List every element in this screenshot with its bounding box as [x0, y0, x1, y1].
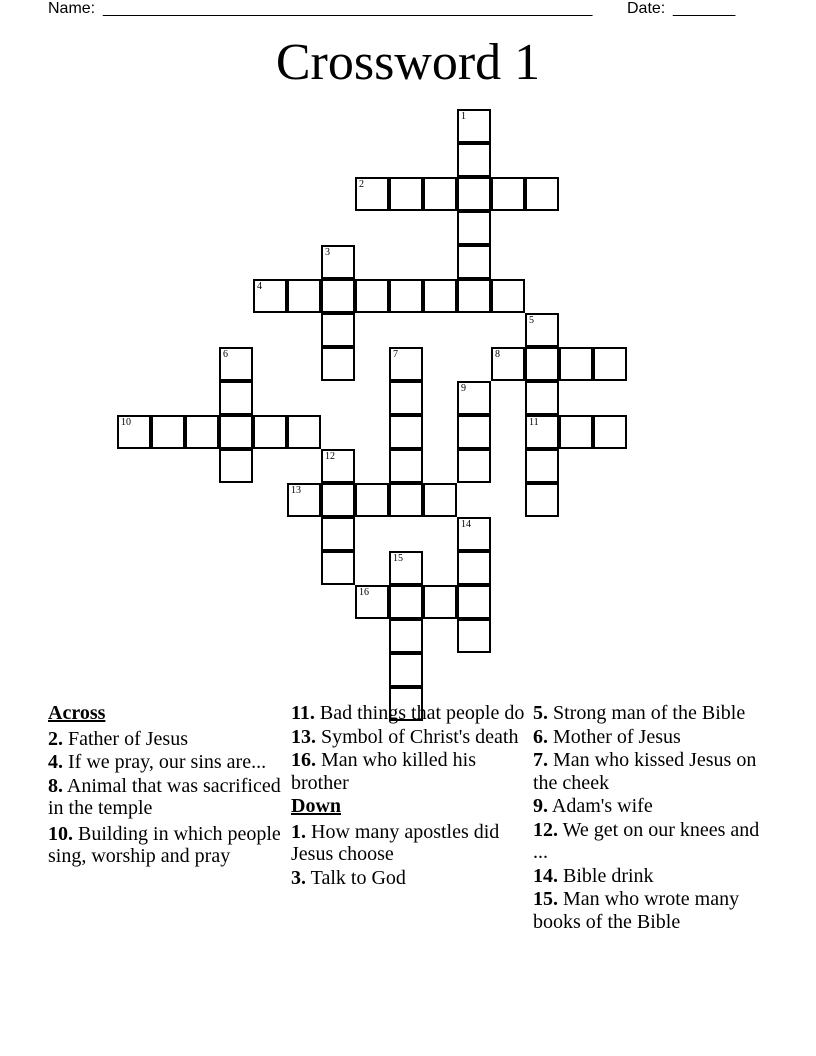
- clue-across-4: 4. If we pray, our sins are...: [48, 751, 267, 773]
- crossword-cell[interactable]: [423, 177, 457, 211]
- crossword-cell[interactable]: [457, 279, 491, 313]
- crossword-cell[interactable]: [219, 347, 253, 381]
- crossword-cell[interactable]: [253, 279, 287, 313]
- cell-number: 5: [529, 315, 534, 326]
- crossword-cell[interactable]: [253, 415, 287, 449]
- crossword-cell[interactable]: [593, 347, 627, 381]
- crossword-cell[interactable]: [457, 381, 491, 415]
- crossword-cell[interactable]: [355, 279, 389, 313]
- clue-across-13: 13. Symbol of Christ's death: [291, 725, 519, 748]
- crossword-cell[interactable]: [457, 415, 491, 449]
- clue-down-9: 9. Adam's wife: [533, 795, 653, 817]
- crossword-cell[interactable]: [457, 177, 491, 211]
- crossword-cell[interactable]: [287, 415, 321, 449]
- cell-number: 7: [393, 349, 398, 360]
- crossword-cell[interactable]: [117, 415, 151, 449]
- clue-across-11: 11. Bad things that people do: [291, 702, 525, 724]
- cell-number: 14: [461, 519, 471, 530]
- crossword-cell[interactable]: [321, 313, 355, 347]
- crossword-cell[interactable]: [559, 347, 593, 381]
- crossword-cell[interactable]: [457, 449, 491, 483]
- crossword-cell[interactable]: [389, 415, 423, 449]
- crossword-cell[interactable]: [525, 449, 559, 483]
- crossword-cell[interactable]: [525, 415, 559, 449]
- clue-down-1: 1. How many apostles did Jesus choose: [291, 820, 500, 865]
- clue-down-14: 14. Bible drink: [533, 864, 654, 887]
- crossword-cell[interactable]: [389, 279, 423, 313]
- cell-number: 3: [325, 247, 330, 258]
- crossword-cell[interactable]: [389, 381, 423, 415]
- down-heading: Down: [291, 795, 342, 817]
- crossword-cell[interactable]: [219, 415, 253, 449]
- crossword-cell[interactable]: [491, 177, 525, 211]
- crossword-cell[interactable]: [389, 585, 423, 619]
- crossword-cell[interactable]: [321, 245, 355, 279]
- crossword-cell[interactable]: [389, 449, 423, 483]
- cell-number: 11: [529, 417, 539, 428]
- clues-column-2: [291, 702, 526, 890]
- cell-number: 15: [393, 553, 403, 564]
- clue-down-7: 7. Man who kissed Jesus on the cheek: [533, 749, 757, 794]
- crossword-cell[interactable]: [525, 381, 559, 415]
- crossword-cell[interactable]: [389, 551, 423, 585]
- crossword-cell[interactable]: [423, 585, 457, 619]
- crossword-cell[interactable]: [457, 585, 491, 619]
- clue-across-2: 2. Father of Jesus: [48, 727, 188, 750]
- crossword-cell[interactable]: [457, 245, 491, 279]
- cell-number: 1: [461, 111, 466, 122]
- name-field[interactable]: _______________________________________________________: [103, 0, 593, 17]
- crossword-cell[interactable]: [185, 415, 219, 449]
- crossword-cell[interactable]: [321, 551, 355, 585]
- cell-number: 10: [121, 417, 131, 428]
- crossword-cell[interactable]: [491, 347, 525, 381]
- crossword-cell[interactable]: [593, 415, 627, 449]
- crossword-cell[interactable]: [355, 177, 389, 211]
- cell-number: 2: [359, 179, 364, 190]
- crossword-cell[interactable]: [389, 177, 423, 211]
- page-title: Crossword 1: [275, 34, 541, 91]
- crossword-cell[interactable]: [457, 143, 491, 177]
- crossword-cell[interactable]: [219, 449, 253, 483]
- crossword-cell[interactable]: [321, 517, 355, 551]
- crossword-cell[interactable]: [355, 585, 389, 619]
- cell-number: 13: [291, 485, 301, 496]
- clue-down-5: 5. Strong man of the Bible: [533, 702, 746, 724]
- crossword-cell[interactable]: [457, 551, 491, 585]
- cell-number: 9: [461, 383, 466, 394]
- crossword-cell[interactable]: [423, 483, 457, 517]
- crossword-cell[interactable]: [457, 109, 491, 143]
- crossword-cell[interactable]: [525, 483, 559, 517]
- clue-across-8: 8. Animal that was sacrificed in the temple: [48, 774, 281, 819]
- cell-number: 16: [359, 587, 369, 598]
- crossword-cell[interactable]: [457, 619, 491, 653]
- crossword-cell[interactable]: [423, 279, 457, 313]
- crossword-cell[interactable]: [389, 347, 423, 381]
- crossword-cell[interactable]: [389, 619, 423, 653]
- crossword-cell[interactable]: [525, 347, 559, 381]
- date-label: Date:: [627, 0, 666, 17]
- crossword-cell[interactable]: [321, 483, 355, 517]
- name-label: Name:: [48, 0, 96, 17]
- crossword-cell[interactable]: [457, 517, 491, 551]
- crossword-cell[interactable]: [491, 279, 525, 313]
- crossword-cell[interactable]: [525, 313, 559, 347]
- clue-across-16: 16. Man who killed his brother: [291, 749, 476, 794]
- crossword-cell[interactable]: [151, 415, 185, 449]
- clue-down-12: 12. We get on our knees and ...: [533, 818, 760, 863]
- clues-column-1: [48, 702, 283, 869]
- date-field[interactable]: _______: [673, 0, 736, 17]
- crossword-cell[interactable]: [321, 279, 355, 313]
- crossword-cell[interactable]: [389, 653, 423, 687]
- clue-down-6: 6. Mother of Jesus: [533, 725, 681, 748]
- crossword-cell[interactable]: [389, 483, 423, 517]
- crossword-cell[interactable]: [321, 347, 355, 381]
- clue-down-15: 15. Man who wrote many books of the Bible: [533, 888, 740, 933]
- across-heading: Across: [48, 702, 106, 724]
- cell-number: 8: [495, 349, 500, 360]
- crossword-cell[interactable]: [219, 381, 253, 415]
- cell-number: 6: [223, 349, 228, 360]
- crossword-cell[interactable]: [287, 483, 321, 517]
- crossword-cell[interactable]: [321, 449, 355, 483]
- crossword-cell[interactable]: [525, 177, 559, 211]
- crossword-cell[interactable]: [287, 279, 321, 313]
- cell-number: 12: [325, 451, 335, 462]
- crossword-cell[interactable]: [355, 483, 389, 517]
- crossword-cell[interactable]: [559, 415, 593, 449]
- crossword-cell[interactable]: [457, 211, 491, 245]
- clue-down-3: 3. Talk to God: [291, 866, 406, 889]
- clue-across-10: 10. Building in which people sing, worship and pray: [48, 822, 281, 867]
- clues-column-3: [533, 702, 768, 934]
- cell-number: 4: [257, 281, 262, 292]
